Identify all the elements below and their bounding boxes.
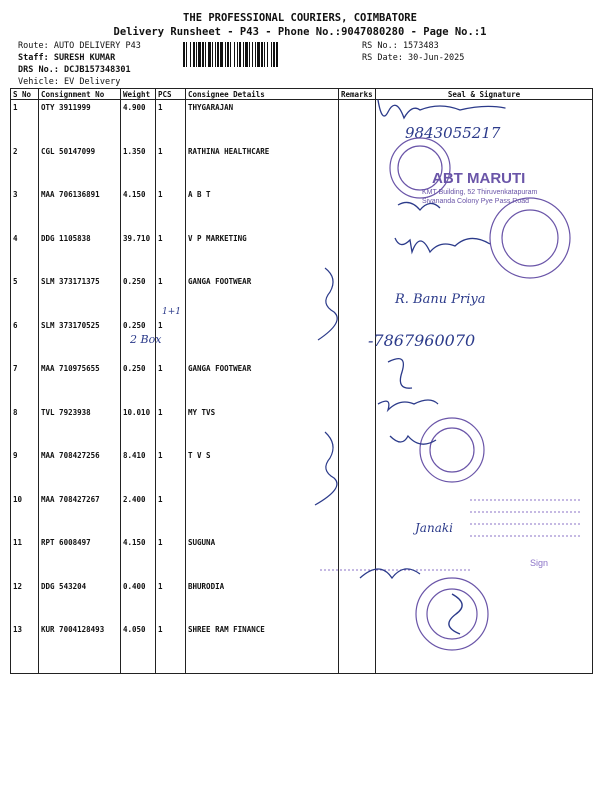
cell-consignment: OTY 3911999 [39, 100, 121, 144]
row6-box-note: 2 Box [130, 333, 162, 346]
table-row [11, 100, 593, 144]
cell-consignee: T V S [186, 448, 339, 492]
cell-weight: 1.350 [121, 144, 156, 188]
cell-consignee [186, 318, 339, 362]
cell-consignment: SLM 373170525 [39, 318, 121, 362]
table-row [11, 579, 593, 623]
cell-sno: 6 [11, 318, 39, 362]
cell-remarks [339, 231, 376, 275]
table-row [11, 231, 593, 275]
cell-seal [376, 231, 593, 275]
cell-pcs: 1 [156, 579, 186, 623]
cell-sno: 2 [11, 144, 39, 188]
runsheet-table [10, 88, 593, 674]
rs-date-text: RS Date: 30-Jun-2025 [362, 53, 465, 63]
table-row [11, 318, 593, 362]
header-right-block [362, 40, 464, 64]
row1-phone-note: 9843055217 [405, 124, 501, 142]
cell-remarks [339, 492, 376, 536]
cell-weight: 0.250 [121, 361, 156, 405]
cell-consignment: KUR 7004128493 [39, 622, 121, 674]
cell-weight: 4.050 [121, 622, 156, 674]
col-pcs-header: PCS [156, 89, 186, 100]
cell-remarks [339, 318, 376, 362]
col-seal-header: Seal & Signature [376, 89, 593, 100]
stamp-abt-line1: KMT Building, 52 Thiruvenkatapuram [422, 189, 538, 196]
cell-seal [376, 274, 593, 318]
cell-weight: 39.710 [121, 231, 156, 275]
cell-weight: 4.150 [121, 187, 156, 231]
col-consignee-header: Consignee Details [186, 89, 339, 100]
table-row [11, 274, 593, 318]
row6-phone-note: -7867960070 [368, 331, 476, 350]
cell-pcs: 1 [156, 100, 186, 144]
cell-pcs: 1 [156, 231, 186, 275]
cell-pcs: 1 [156, 361, 186, 405]
cell-seal [376, 622, 593, 674]
row5-signature: R. Banu Priya [395, 292, 486, 307]
cell-pcs: 1 [156, 535, 186, 579]
cell-sno: 3 [11, 187, 39, 231]
cell-remarks [339, 100, 376, 144]
cell-sno: 1 [11, 100, 39, 144]
cell-consignee: V P MARKETING [186, 231, 339, 275]
col-sno-header: S No [11, 89, 39, 100]
cell-consignee: SUGUNA [186, 535, 339, 579]
cell-consignee: MY TVS [186, 405, 339, 449]
table-row [11, 535, 593, 579]
cell-seal [376, 405, 593, 449]
runsheet-title: Delivery Runsheet - P43 - Phone No.:9047080280 - Page No.:1 [113, 26, 487, 38]
staff-text: Staff: SURESH KUMAR [18, 53, 116, 63]
cell-consignment: MAA 708427256 [39, 448, 121, 492]
route-text: Route: AUTO DELIVERY P43 [18, 41, 141, 51]
cell-seal [376, 492, 593, 536]
cell-seal [376, 318, 593, 362]
cell-pcs: 1 [156, 187, 186, 231]
cell-pcs: 1 [156, 318, 186, 362]
table-row [11, 492, 593, 536]
row6-pcs-note: 1+1 [162, 307, 181, 317]
row12-stamp-word: Sign [530, 558, 549, 568]
rs-no-text: RS No.: 1573483 [362, 41, 439, 51]
cell-weight: 8.410 [121, 448, 156, 492]
cell-consignee: A B T [186, 187, 339, 231]
cell-sno: 10 [11, 492, 39, 536]
cell-seal [376, 579, 593, 623]
cell-seal [376, 361, 593, 405]
cell-consignee: BHURODIA [186, 579, 339, 623]
cell-consignment: DDG 1105838 [39, 231, 121, 275]
cell-remarks [339, 622, 376, 674]
cell-consignee: THYGARAJAN [186, 100, 339, 144]
cell-consignee: SHREE RAM FINANCE [186, 622, 339, 674]
cell-seal [376, 144, 593, 188]
table-row [11, 405, 593, 449]
cell-consignee: GANGA FOOTWEAR [186, 274, 339, 318]
cell-sno: 4 [11, 231, 39, 275]
cell-consignment: MAA 708427267 [39, 492, 121, 536]
cell-consignment: TVL 7923938 [39, 405, 121, 449]
cell-remarks [339, 579, 376, 623]
table-row [11, 448, 593, 492]
cell-sno: 11 [11, 535, 39, 579]
table-row [11, 144, 593, 188]
cell-consignment: DDG 543204 [39, 579, 121, 623]
company-title: THE PROFESSIONAL COURIERS, COIMBATORE [183, 12, 417, 24]
stamp-abt-line2: Sivananda Colony Pye Pass Road [422, 198, 530, 205]
cell-seal [376, 535, 593, 579]
cell-remarks [339, 361, 376, 405]
cell-pcs: 1 [156, 144, 186, 188]
cell-consignment: CGL 50147099 [39, 144, 121, 188]
col-weight-header: Weight [121, 89, 156, 100]
cell-weight: 10.010 [121, 405, 156, 449]
cell-sno: 7 [11, 361, 39, 405]
cell-seal [376, 100, 593, 144]
cell-remarks [339, 535, 376, 579]
table-row [11, 187, 593, 231]
cell-consignment: MAA 706136891 [39, 187, 121, 231]
cell-pcs: 1 [156, 274, 186, 318]
cell-weight: 0.250 [121, 274, 156, 318]
cell-pcs: 1 [156, 492, 186, 536]
cell-consignment: RPT 6008497 [39, 535, 121, 579]
cell-consignee: RATHINA HEALTHCARE [186, 144, 339, 188]
cell-pcs: 1 [156, 622, 186, 674]
cell-weight: 0.250 [121, 318, 156, 362]
cell-remarks [339, 144, 376, 188]
cell-consignment: MAA 710975655 [39, 361, 121, 405]
cell-weight: 0.400 [121, 579, 156, 623]
cell-weight: 2.400 [121, 492, 156, 536]
cell-sno: 5 [11, 274, 39, 318]
cell-seal [376, 448, 593, 492]
cell-sno: 9 [11, 448, 39, 492]
cell-weight: 4.150 [121, 535, 156, 579]
header-left-block [18, 40, 141, 88]
cell-sno: 13 [11, 622, 39, 674]
row11-signature: Janaki [415, 521, 453, 535]
vehicle-text: Vehicle: EV Delivery [18, 77, 121, 87]
cell-seal [376, 187, 593, 231]
cell-remarks [339, 187, 376, 231]
cell-remarks [339, 448, 376, 492]
cell-sno: 12 [11, 579, 39, 623]
cell-pcs: 1 [156, 405, 186, 449]
cell-pcs: 1 [156, 448, 186, 492]
cell-consignment: SLM 373171375 [39, 274, 121, 318]
stamp-abt-name: ABT MARUTI [432, 170, 526, 187]
cell-remarks [339, 274, 376, 318]
col-consignment-header: Consignment No [39, 89, 121, 100]
cell-weight: 4.900 [121, 100, 156, 144]
table-row [11, 622, 593, 674]
table-row [11, 361, 593, 405]
cell-consignee: GANGA FOOTWEAR [186, 361, 339, 405]
barcode-graphic [183, 42, 356, 67]
cell-remarks [339, 405, 376, 449]
cell-consignee [186, 492, 339, 536]
cell-sno: 8 [11, 405, 39, 449]
table-header-row [11, 89, 593, 100]
drs-text: DRS No.: DCJB157348301 [18, 65, 131, 75]
barcode-bar [278, 42, 279, 67]
col-remarks-header: Remarks [339, 89, 376, 100]
